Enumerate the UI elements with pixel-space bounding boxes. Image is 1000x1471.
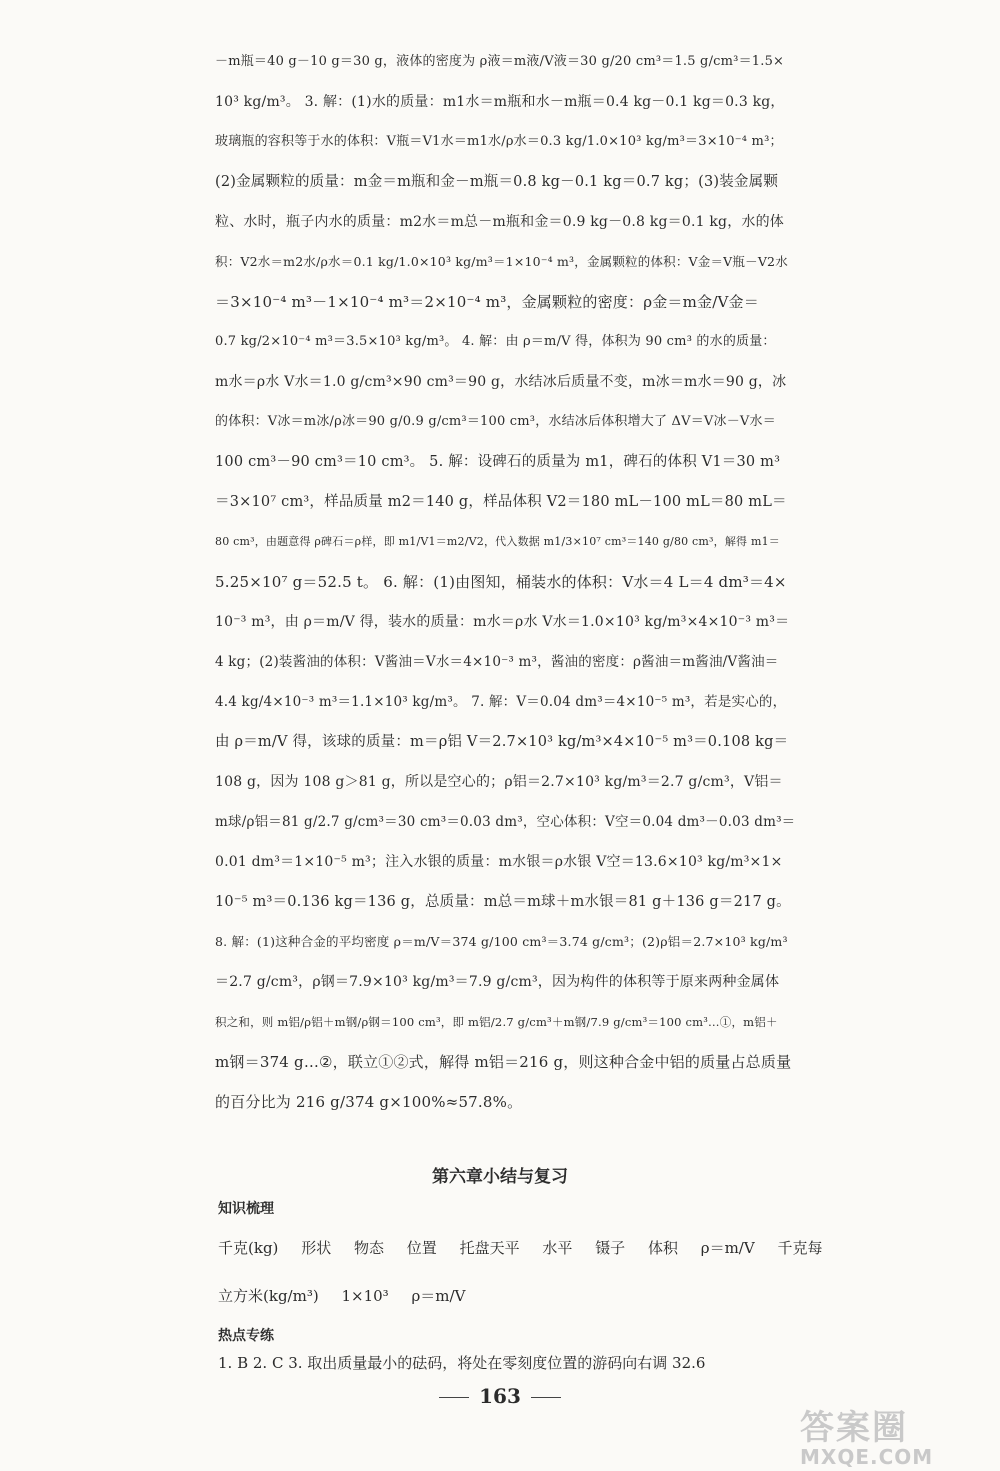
text-line: m钢＝374 g…②，联立①②式，解得 m铝＝216 g，则这种合金中铝的质量占总质量 — [215, 1053, 792, 1071]
page-number: 163 — [0, 1384, 1000, 1408]
formula: ρ＝m/V — [411, 1287, 466, 1305]
keyword: 千克每 — [777, 1239, 823, 1257]
text-line: 80 cm³，由题意得 ρ碑石＝ρ样，即 m1/V1＝m2/V2，代入数据 m1/3×10⁷ cm³＝140 g/80 cm³，解得 m1＝ — [215, 535, 780, 548]
knowledge-row-1 — [218, 1237, 841, 1258]
hot-answers: 1. B 2. C 3. 取出质量最小的砝码，将处在零刻度位置的游码向右调 32.6 — [218, 1354, 706, 1372]
keyword: 1×10³ — [341, 1287, 389, 1305]
text-line: 粒、水时，瓶子内水的质量：m2水＝m总－m瓶和金＝0.9 kg－0.8 kg＝0.1 kg，水的体 — [215, 214, 785, 230]
keyword: 水平 — [542, 1239, 573, 1257]
text-line: 积：V2水＝m2水/ρ水＝0.1 kg/1.0×10³ kg/m³＝1×10⁻⁴ m³，金属颗粒的体积：V金＝V瓶－V2水 — [215, 254, 788, 269]
text-line: 100 cm³－90 cm³＝10 cm³。 5. 解：设碑石的质量为 m1，碑石的体积 V1＝30 m³ — [215, 454, 781, 470]
knowledge-row-2 — [218, 1285, 483, 1306]
solution-text — [215, 42, 795, 1122]
text-line: 4.4 kg/4×10⁻³ m³＝1.1×10³ kg/m³。 7. 解：V＝0.04 dm³＝4×10⁻⁵ m³，若是实心的， — [215, 694, 787, 710]
text-line: 的体积：V冰＝m冰/ρ冰＝90 g/0.9 g/cm³＝100 cm³，水结冰后体积增大了 ΔV＝V冰－V水＝ — [215, 414, 776, 429]
text-line: ＝3×10⁷ cm³，样品质量 m2＝140 g，样品体积 V2＝180 mL－100 mL＝80 mL＝ — [215, 494, 787, 510]
keyword: 镊子 — [595, 1239, 626, 1257]
keyword: 立方米(kg/m³) — [218, 1287, 319, 1305]
text-line: ＝2.7 g/cm³，ρ钢＝7.9×10³ kg/m³＝7.9 g/cm³，因为构件的体积等于原来两种金属体 — [215, 974, 780, 990]
text-line: 10⁻³ m³，由 ρ＝m/V 得，装水的质量：m水＝ρ水 V水＝1.0×10³ kg/m³×4×10⁻³ m³＝ — [215, 614, 790, 630]
text-line: 4 kg；(2)装酱油的体积：V酱油＝V水＝4×10⁻³ m³，酱油的密度：ρ酱油＝m酱油/V酱油＝ — [215, 654, 779, 670]
watermark-logo: 答案圈 — [800, 1408, 908, 1448]
keyword: 托盘天平 — [459, 1239, 520, 1257]
watermark — [800, 1400, 990, 1469]
text-line: 10⁻⁵ m³＝0.136 kg＝136 g，总质量：m总＝m球＋m水银＝81 g＋136 g＝217 g。 — [215, 894, 791, 910]
chapter-title: 第六章小结与复习 — [432, 1167, 568, 1187]
text-line: ＝3×10⁻⁴ m³－1×10⁻⁴ m³＝2×10⁻⁴ m³，金属颗粒的密度：ρ金＝m金/V金＝ — [215, 293, 759, 311]
keyword: 物态 — [353, 1239, 384, 1257]
text-line: 108 g，因为 108 g＞81 g，所以是空心的；ρ铝＝2.7×10³ kg/m³＝2.7 g/cm³，V铝＝ — [215, 774, 783, 790]
text-line: 的百分比为 216 g/374 g×100%≈57.8%。 — [215, 1093, 523, 1111]
watermark-url: MXQE.COM — [800, 1445, 934, 1469]
keyword: 位置 — [406, 1239, 437, 1257]
formula: ρ＝m/V — [700, 1239, 755, 1257]
text-line: 5.25×10⁷ g＝52.5 t。 6. 解：(1)由图知，桶装水的体积：V水＝4 L＝4 dm³＝4× — [215, 573, 787, 591]
dash-left — [439, 1397, 469, 1398]
text-line: 由 ρ＝m/V 得，该球的质量：m＝ρ铝 V＝2.7×10³ kg/m³×4×10⁻⁵ m³＝0.108 kg＝ — [215, 734, 789, 750]
text-line: (2)金属颗粒的质量：m金＝m瓶和金－m瓶＝0.8 kg－0.1 kg＝0.7 kg；(3)装金属颗 — [215, 174, 779, 190]
text-line: 积之和，则 m铝/ρ铝＋m钢/ρ钢＝100 cm³，即 m铝/2.7 g/cm³＋m钢/7.9 g/cm³＝100 cm³…①，m铝＋ — [215, 1015, 778, 1029]
hot-heading: 热点专练 — [218, 1328, 274, 1344]
text-line: －m瓶＝40 g－10 g＝30 g，液体的密度为 ρ液＝m液/V液＝30 g/20 cm³＝1.5 g/cm³＝1.5× — [215, 54, 785, 69]
text-line: m球/ρ铝＝81 g/2.7 g/cm³＝30 cm³＝0.03 dm³，空心体积：V空＝0.04 dm³－0.03 dm³＝ — [215, 814, 795, 830]
text-line: m水＝ρ水 V水＝1.0 g/cm³×90 cm³＝90 g，水结冰后质量不变，m冰＝m水＝90 g，冰 — [215, 374, 787, 390]
keyword: 体积 — [647, 1239, 678, 1257]
keyword: 形状 — [301, 1239, 332, 1257]
dash-right — [531, 1397, 561, 1398]
text-line: 10³ kg/m³。 3. 解：(1)水的质量：m1水＝m瓶和水－m瓶＝0.4 kg－0.1 kg＝0.3 kg， — [215, 94, 785, 110]
text-line: 0.7 kg/2×10⁻⁴ m³＝3.5×10³ kg/m³。 4. 解：由 ρ＝m/V 得，体积为 90 cm³ 的水的质量： — [215, 334, 776, 349]
text-line: 0.01 dm³＝1×10⁻⁵ m³；注入水银的质量：m水银＝ρ水银 V空＝13.6×10³ kg/m³×1× — [215, 854, 783, 870]
text-line: 8. 解：(1)这种合金的平均密度 ρ＝m/V＝374 g/100 cm³＝3.74 g/cm³；(2)ρ铝＝2.7×10³ kg/m³ — [215, 934, 788, 949]
knowledge-heading: 知识梳理 — [218, 1201, 274, 1217]
keyword: 千克(kg) — [218, 1239, 279, 1257]
text-line: 玻璃瓶的容积等于水的体积：V瓶＝V1水＝m1水/ρ水＝0.3 kg/1.0×10³ kg/m³＝3×10⁻⁴ m³； — [215, 134, 783, 149]
